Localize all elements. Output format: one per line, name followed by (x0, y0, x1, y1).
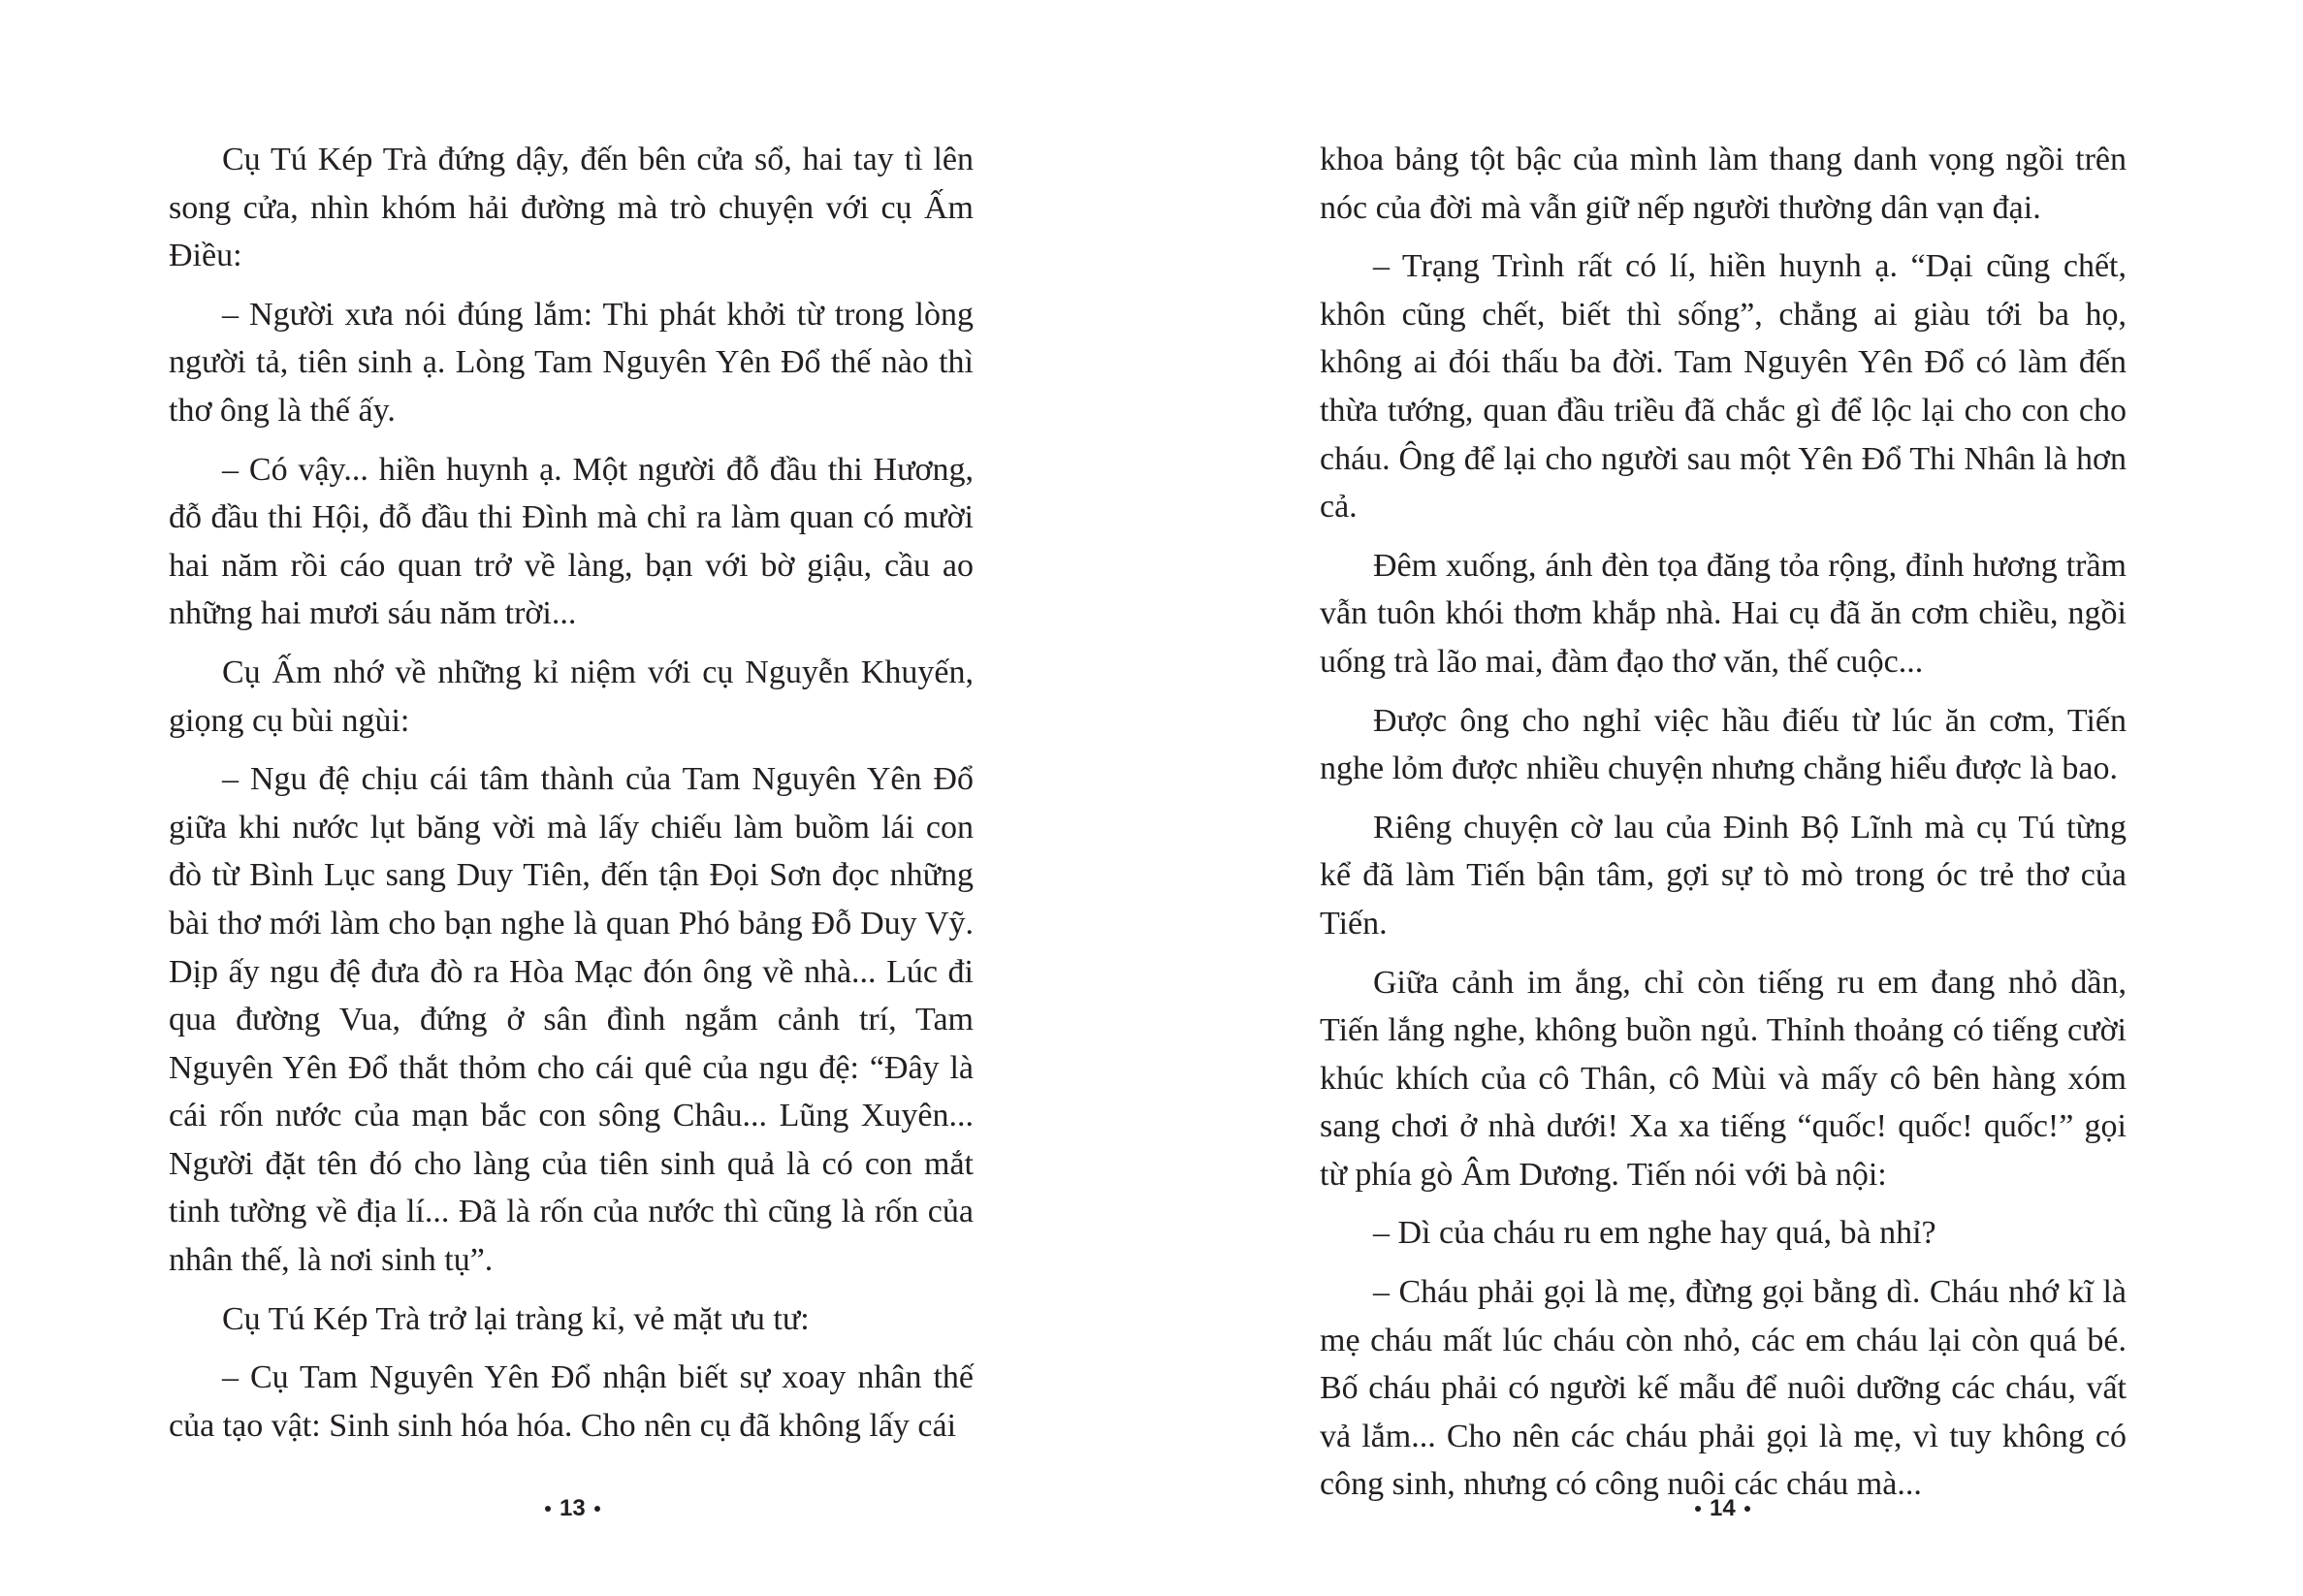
page-number (545, 1495, 600, 1522)
paragraph: khoa bảng tột bậc của mình làm thang danh vọng ngồi trên nóc của đời mà vẫn giữ nếp người thường dân vạn đại. (1320, 142, 2127, 226)
paragraph: – Người xưa nói đúng lắm: Thi phát khởi từ trong lòng người tả, tiên sinh ạ. Lòng Tam Nguyên Yên Đổ thế nào thì thơ ông là thế ấy. (169, 296, 974, 429)
left-page-body (169, 136, 974, 1460)
left-page (0, 0, 1151, 1596)
paragraph: Cụ Tú Kép Trà đứng dậy, đến bên cửa sổ, hai tay tì lên song cửa, nhìn khóm hải đường mà trò chuyện với cụ Ấm Điều: (169, 142, 974, 274)
paragraph: – Có vậy... hiền huynh ạ. Một người đỗ đầu thi Hương, đỗ đầu thi Hội, đỗ đầu thi Đình mà chỉ ra làm quan có mười hai năm rồi cáo quan trở về làng, bạn với bờ giậu, cầu ao những hai mươi sáu năm trời... (169, 451, 974, 632)
paragraph: Cụ Tú Kép Trà trở lại tràng kỉ, vẻ mặt ưu tư: (222, 1300, 810, 1337)
paragraph: – Dì của cháu ru em nghe hay quá, bà nhỉ? (1373, 1215, 1936, 1252)
right-page-body (1320, 136, 2127, 1519)
paragraph: Riêng chuyện cờ lau của Đinh Bộ Lĩnh mà cụ Tú từng kể đã làm Tiến bận tâm, gợi sự tò mò trong óc trẻ thơ của Tiến. (1320, 809, 2127, 942)
paragraph: – Cháu phải gọi là mẹ, đừng gọi bằng dì. Cháu nhớ kĩ là mẹ cháu mất lúc cháu còn nhỏ, các em cháu lại còn quá bé. Bố cháu phải có người kế mẫu để nuôi dưỡng các cháu, vất vả lắm... Cho nên các cháu phải gọi là mẹ, vì tuy không có công sinh, nhưng có công nuôi các cháu mà... (1320, 1274, 2127, 1503)
bullet-dot-icon (545, 1506, 551, 1512)
page-number-text: 14 (1710, 1495, 1736, 1521)
paragraph: – Ngu đệ chịu cái tâm thành của Tam Nguyên Yên Đổ giữa khi nước lụt băng vời mà lấy chiếu làm buồm lái con đò từ Bình Lục sang Duy Tiên, đến tận Đọi Sơn đọc những bài thơ mới làm cho bạn nghe là quan Phó bảng Đỗ Duy Vỹ. Dịp ấy ngu đệ đưa đò ra Hòa Mạc đón ông về nhà... Lúc đi qua đường Vua, đứng ở sân đình ngắm cảnh trí, Tam Nguyên Yên Đổ thắt thỏm cho cái quê của ngu đệ: “Đây là cái rốn nước của mạn bắc con sông Châu... Lũng Xuyên... Người đặt tên đó cho làng của tiên sinh quả là có con mắt tinh tường về địa lí... Đã là rốn của nước thì cũng là rốn của nhân thế, là nơi sinh tụ”. (169, 761, 974, 1279)
right-page (1152, 0, 2303, 1596)
bullet-dot-icon (1695, 1506, 1701, 1512)
page-number-text: 13 (560, 1495, 586, 1521)
paragraph: Giữa cảnh im ắng, chỉ còn tiếng ru em đang nhỏ dần, Tiến lắng nghe, không buồn ngủ. Thỉnh thoảng có tiếng cười khúc khích của cô Thân, cô Mùi và mấy cô bên hàng xóm sang chơi ở nhà dưới! Xa xa tiếng “quốc! quốc! quốc!” gọi từ phía gò Âm Dương. Tiến nói với bà nội: (1320, 964, 2127, 1193)
page-number (1695, 1495, 1750, 1522)
paragraph: Được ông cho nghỉ việc hầu điếu từ lúc ăn cơm, Tiến nghe lỏm được nhiều chuyện nhưng chẳng hiểu được là bao. (1320, 702, 2127, 787)
bullet-dot-icon (594, 1506, 600, 1512)
bullet-dot-icon (1744, 1506, 1750, 1512)
paragraph: – Cụ Tam Nguyên Yên Đổ nhận biết sự xoay nhân thế của tạo vật: Sinh sinh hóa hóa. Cho nên cụ đã không lấy cái (169, 1359, 974, 1444)
paragraph: Đêm xuống, ánh đèn tọa đăng tỏa rộng, đỉnh hương trầm vẫn tuôn khói thơm khắp nhà. Hai cụ đã ăn cơm chiều, ngồi uống trà lão mai, đàm đạo thơ văn, thế cuộc... (1320, 547, 2127, 680)
paragraph: Cụ Ấm nhớ về những kỉ niệm với cụ Nguyễn Khuyến, giọng cụ bùi ngùi: (169, 654, 974, 739)
paragraph: – Trạng Trình rất có lí, hiền huynh ạ. “Dại cũng chết, khôn cũng chết, biết thì sống”, chẳng ai giàu tới ba họ, không ai đói thấu ba đời. Tam Nguyên Yên Đổ có làm đến thừa tướng, quan đầu triều đã chắc gì để lộc lại cho con cho cháu. Ông để lại cho người sau một Yên Đổ Thi Nhân là hơn cả. (1320, 248, 2127, 526)
